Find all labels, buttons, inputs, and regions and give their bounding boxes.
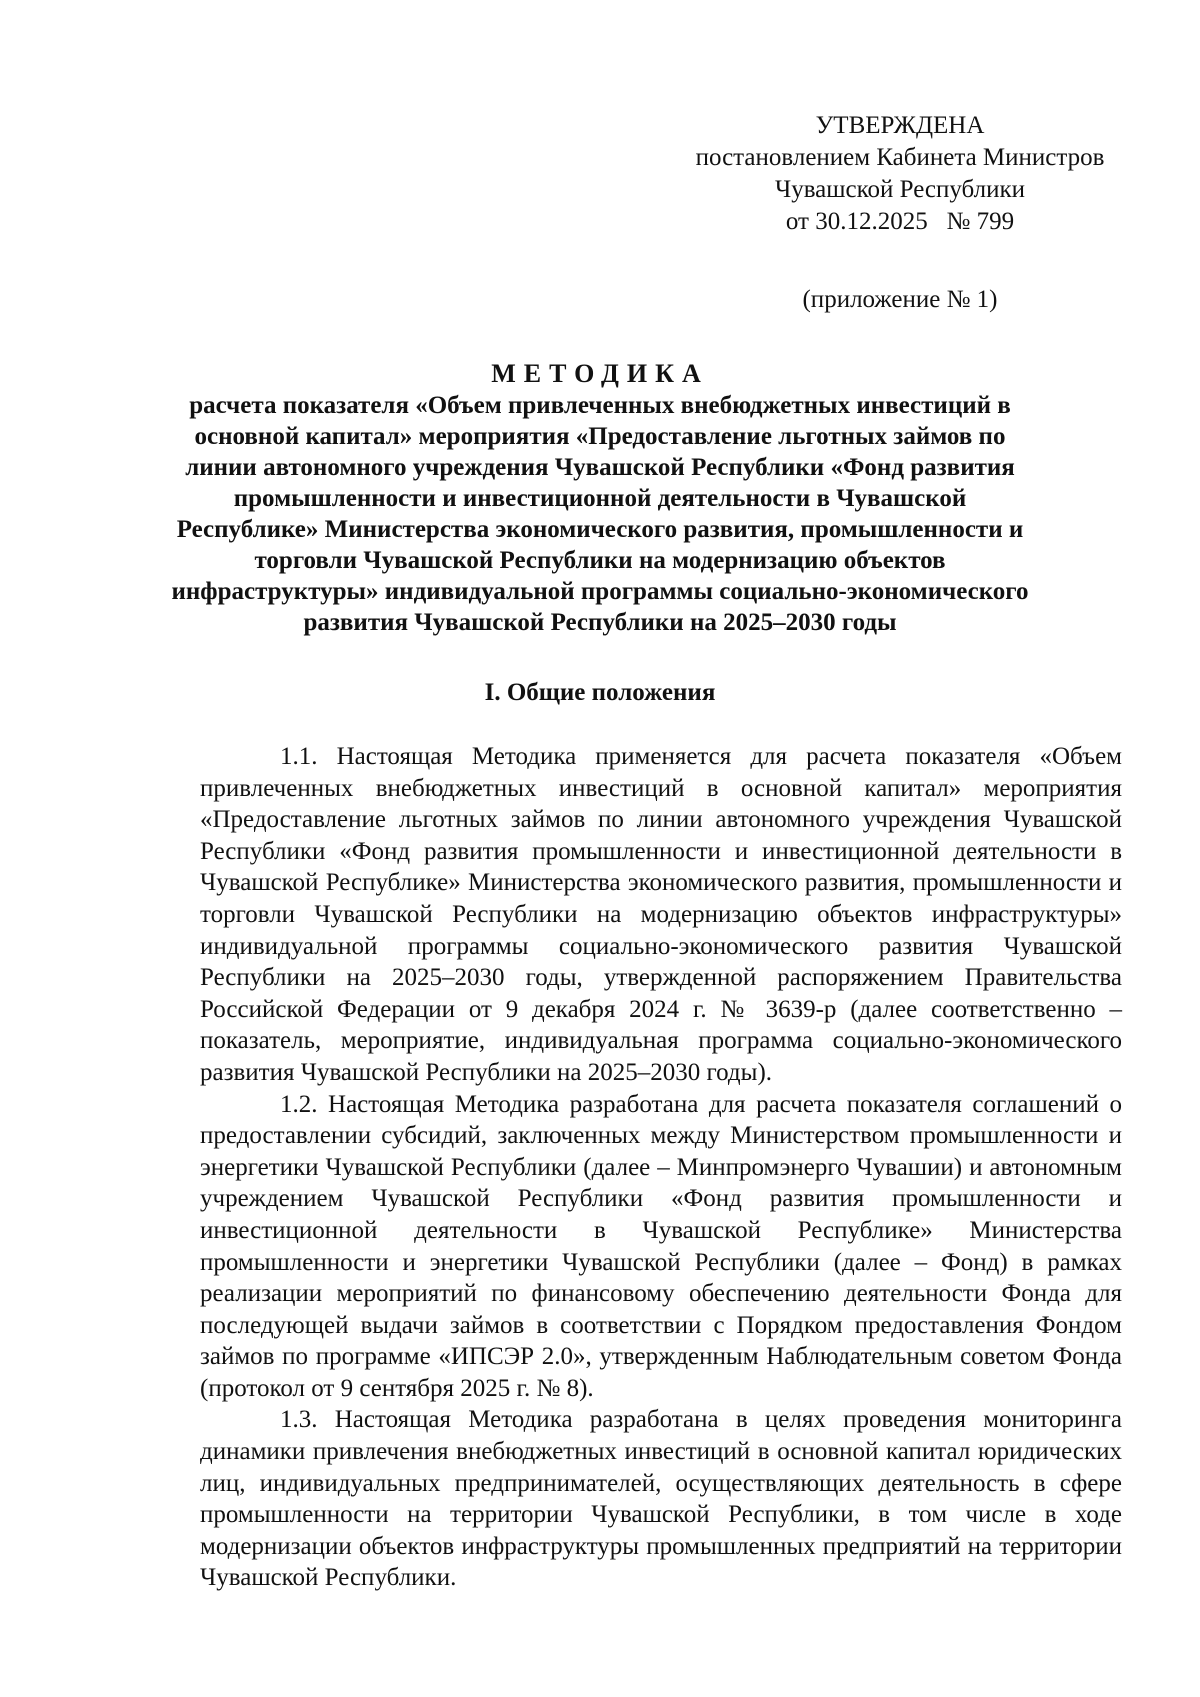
approval-status: УТВЕРЖДЕНА bbox=[815, 112, 985, 139]
section-heading: I. Общие положения bbox=[484, 679, 716, 706]
approval-date-number: от 30.12.2025 № 799 bbox=[785, 208, 1015, 235]
appendix-label: (приложение № 1) bbox=[802, 286, 998, 313]
paragraph-1-2: 1.2. Настоящая Методика разработана для расчета показателя соглашений о предоставлении субсидий, заключенных между Министерством промышленности и энергетики Чувашской Республики (далее – Минпромэнерго Чувашии) и автономным учреждением Чувашской Республики «Фонд развития промышленности и инвестиционной деятельности в Чувашской Республике» Министерства промышленности и энергетики Чувашской Республики (далее – Фонд) в рамках реализации мероприятий по финансовому обеспечению деятельности Фонда для последующей выдачи займов в соответствии с Порядком предоставления Фондом займов по программе «ИПСЭР 2.0», утвержденным Наблюдательным советом Фонда (протокол от 9 сентября 2025 г. № 8). bbox=[200, 1090, 1122, 1402]
paragraph-1-3: 1.3. Настоящая Методика разработана в целях проведения мониторинга динамики привлечения внебюджетных инвестиций в основной капитал юридических лиц, индивидуальных предпринимателей, осуществляющих деятельность в сфере промышленности на территории Чувашской Республики, в том числе в ходе модернизации объектов инфраструктуры промышленных предприятий на территории Чувашской Республики. bbox=[200, 1406, 1122, 1592]
document-title-block bbox=[170, 358, 1030, 638]
paragraph-1-1: 1.1. Настоящая Методика применяется для расчета показателя «Объем привлеченных внебюджетных инвестиций в основной капитал» мероприятия «Предоставление льготных займов по линии автономного учреждения Чувашской Республики «Фонд развития промышленности и инвестиционной деятельности в Чувашской Республике» Министерства экономического развития, промышленности и торговли Чувашской Республики на модернизацию объектов инфраструктуры» индивидуальной программы социально-экономического развития Чувашской Республики на 2025–2030 годы, утвержденной распоряжением Правительства Российской Федерации от 9 декабря 2024 г. № 3639-р (далее соответственно – показатель, мероприятие, индивидуальная программа социально-экономического развития Чувашской Республики на 2025–2030 годы). bbox=[200, 743, 1122, 1086]
document-title: МЕТОДИКА bbox=[491, 359, 709, 388]
document-subtitle: расчета показателя «Объем привлеченных внебюджетных инвестиций в основной капитал» мероприятия «Предоставление льготных займов по линии автономного учреждения Чувашской Республики «Фонд развития промышленности и инвестиционной деятельности в Чувашской Республике» Министерства экономического развития, промышленности и торговли Чувашской Республики на модернизацию объектов инфраструктуры» индивидуальной программы социально-экономического развития Чувашской Республики на 2025–2030 годы bbox=[171, 392, 1029, 636]
approval-stamp bbox=[660, 110, 1140, 316]
approval-region: Чувашской Республики bbox=[774, 176, 1026, 203]
section-body bbox=[200, 741, 1122, 1594]
approval-authority: постановлением Кабинета Министров bbox=[695, 144, 1105, 171]
